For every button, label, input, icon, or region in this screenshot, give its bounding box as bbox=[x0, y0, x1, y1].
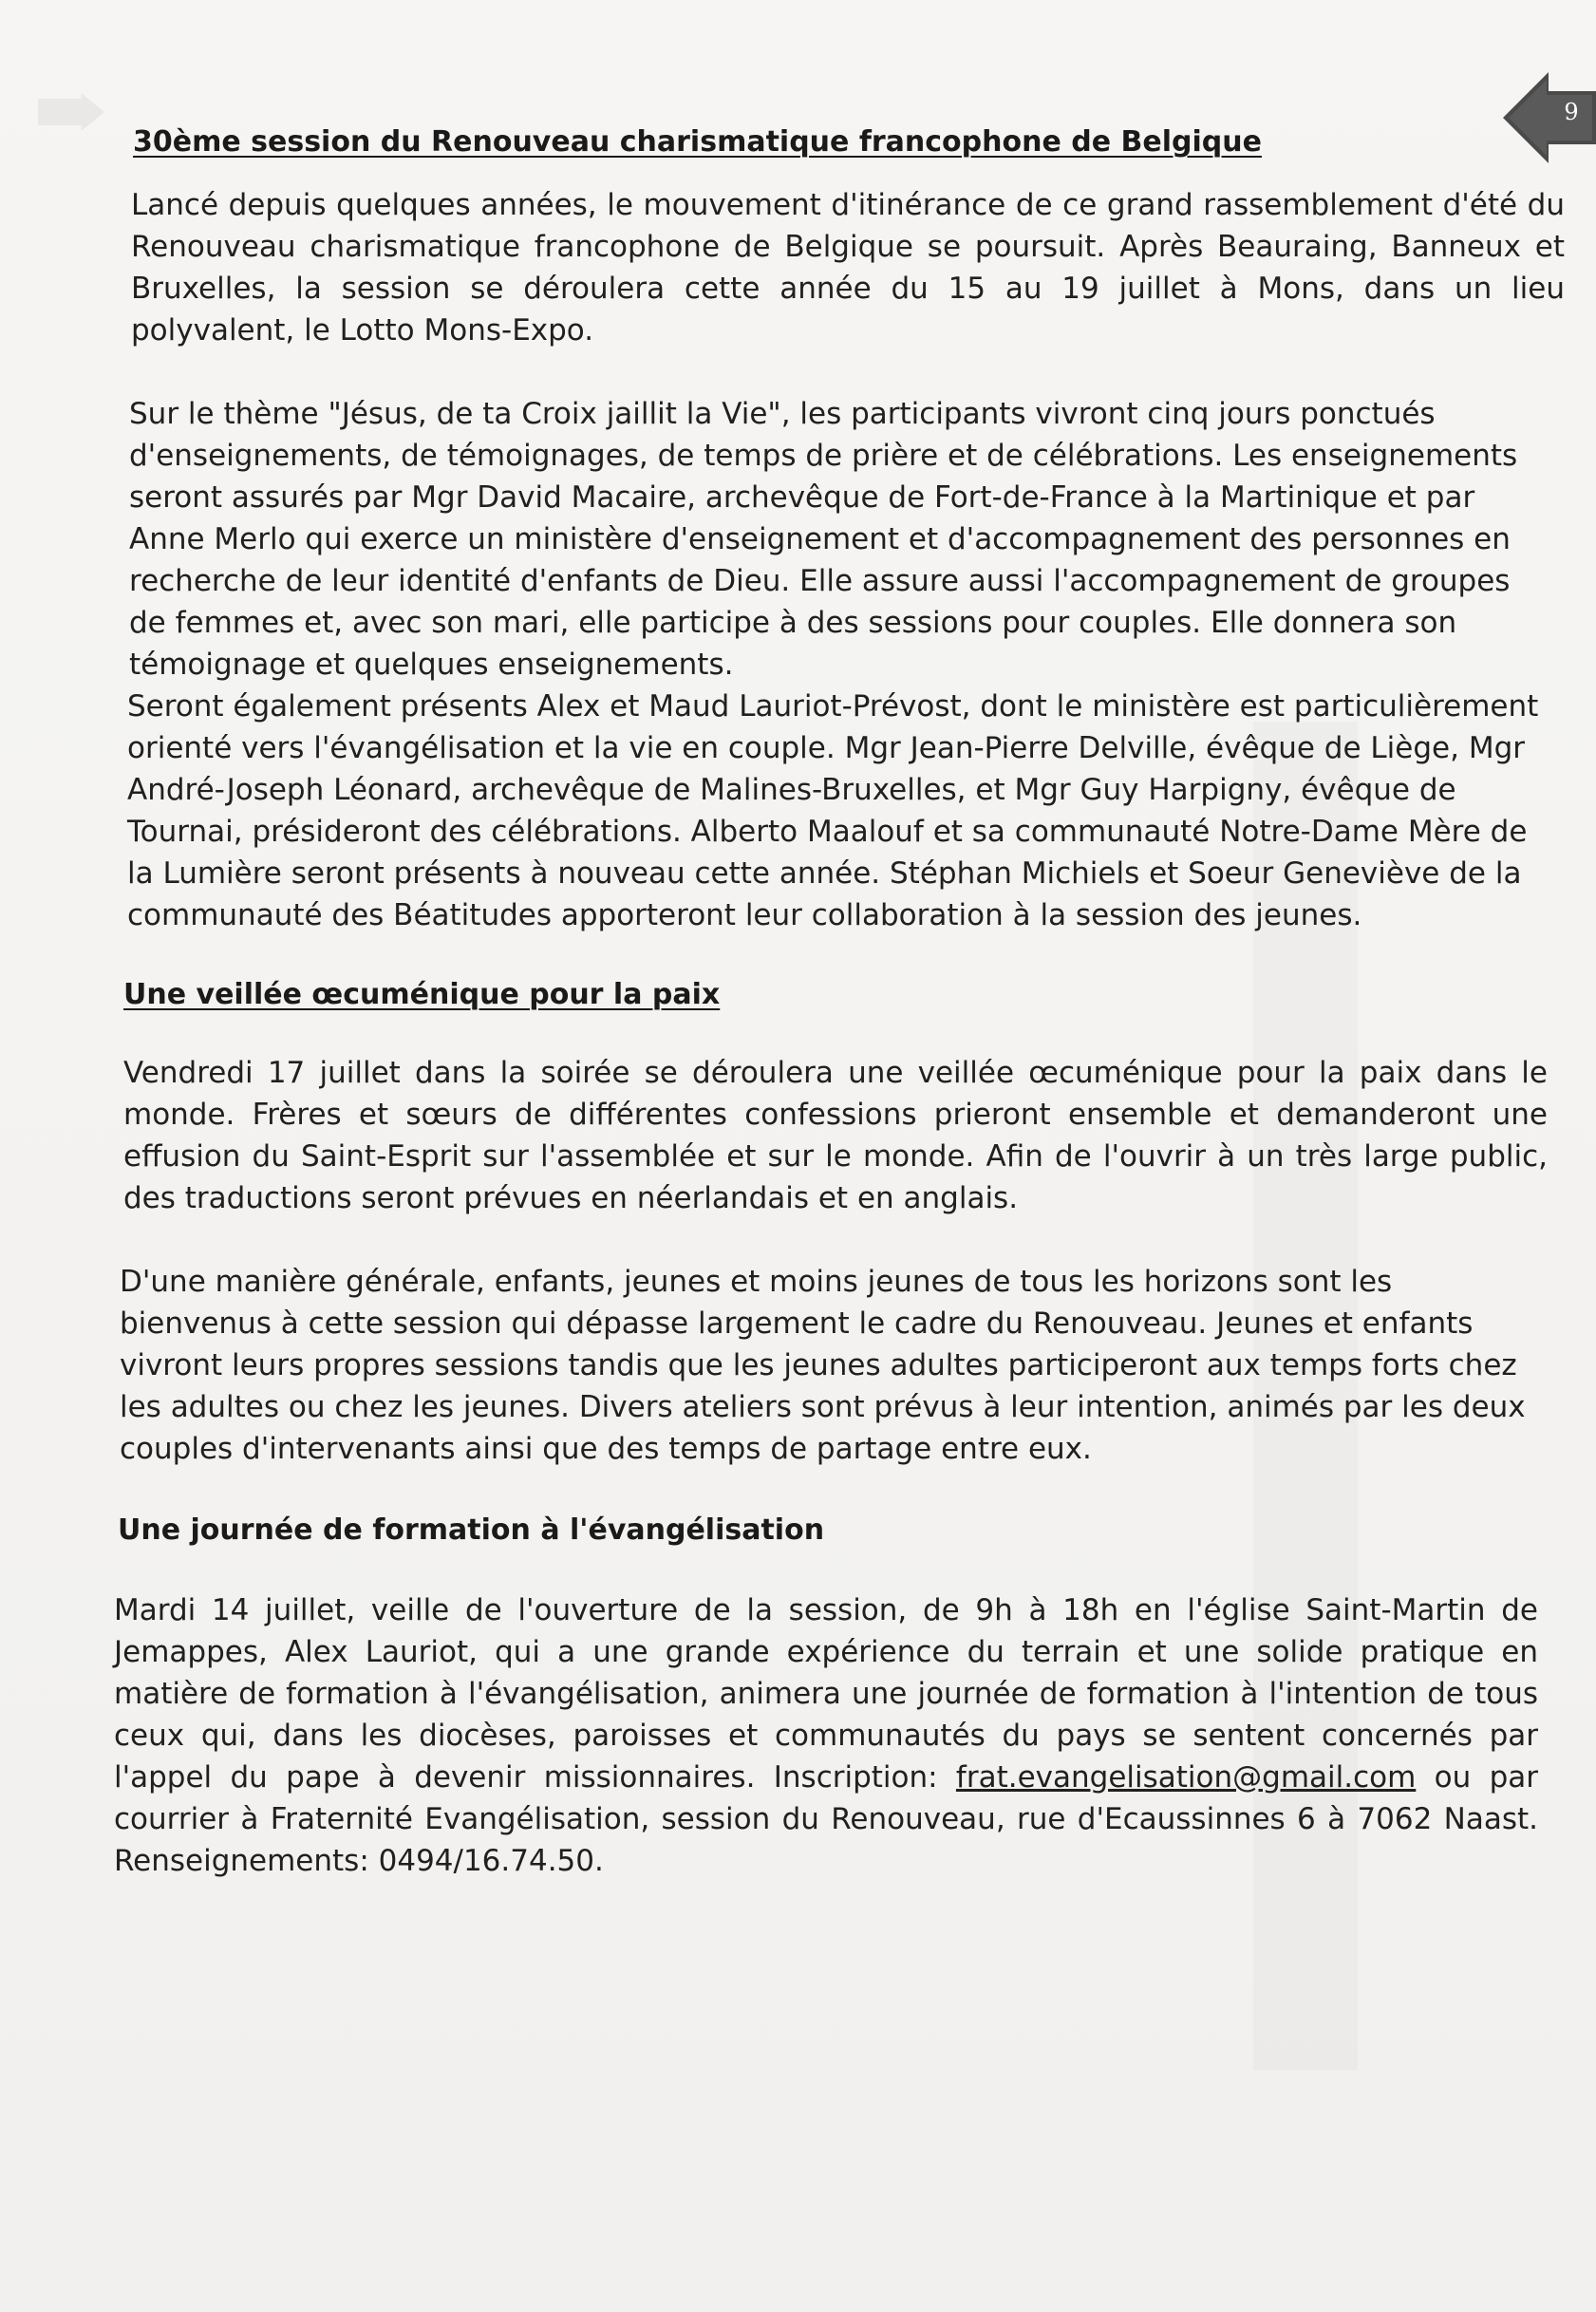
paragraph-theme: Sur le thème "Jésus, de ta Croix jaillit la Vie", les participants vivront cinq jours ponctués d'enseignements, de témoignages, de temps de prière et de célébrations. Les enseignements seront assurés par Mgr David Macaire, archevêque de Fort-de-France à la Martinique et par Anne Merlo qui exerce un ministère d'enseignement et d'accompagnement des personnes en recherche de leur identité d'enfants de Dieu. Elle assure aussi l'accompagnement de groupes de femmes et, avec son mari, elle participe à des sessions pour couples. Elle donnera son témoignage et quelques enseignements. bbox=[129, 397, 1518, 682]
section-title-vigil: Une veillée œcuménique pour la paix bbox=[123, 978, 721, 1011]
email-link[interactable]: frat.evangelisation@gmail.com bbox=[955, 1760, 1417, 1795]
paragraph-guests: Seront également présents Alex et Maud Lauriot-Prévost, dont le ministère est particulièrement orienté vers l'évangélisation et la vie en couple. Mgr Jean-Pierre Delville, évêque de Liège, Mgr André-Joseph Léonard, archevêque de Malines-Bruxelles, et Mgr Guy Harpigny, évêque de Tournai, présideront des célébrations. Alberto Maalouf et sa communauté Notre-Dame Mère de la Lumière seront présents à nouveau cette année. Stéphan Michiels et Soeur Geneviève de la communauté des Béatitudes apporteront leur collaboration à la session des jeunes. bbox=[127, 689, 1539, 932]
article bbox=[114, 122, 1565, 1882]
section-title-training: Une journée de formation à l'évangélisation bbox=[118, 1513, 825, 1547]
bleed-through-arrow bbox=[38, 93, 104, 131]
paragraph-vigil: Vendredi 17 juillet dans la soirée se déroulera une veillée œcuménique pour la paix dans le monde. Frères et sœurs de différentes confessions prieront ensemble et demanderont une effusion du Saint-Esprit sur l'assemblée et sur le monde. Afin de l'ouvrir à un très large public, des traductions seront prévues en néerlandais et en anglais. bbox=[123, 1056, 1548, 1215]
page-number: 9 bbox=[1564, 99, 1579, 125]
training-text-end: ou par courrier à Fraternité Evangélisation, session du Renouveau, rue d'Ecaussinnes 6 à 7062 Naast. Renseignements: 0494/16.74.50. bbox=[114, 1760, 1538, 1878]
paragraph-audience: D'une manière générale, enfants, jeunes et moins jeunes de tous les horizons sont les bienvenus à cette session qui dépasse largement le cadre du Renouveau. Jeunes et enfants vivront leurs propres sessions tandis que les jeunes adultes participeront aux temps forts chez les adultes ou chez les jeunes. Divers ateliers sont prévus à leur intention, animés par les deux couples d'intervenants ainsi que des temps de partage entre eux. bbox=[120, 1265, 1526, 1466]
paragraph-training bbox=[114, 1589, 1538, 1882]
section-title-session: 30ème session du Renouveau charismatique francophone de Belgique bbox=[133, 125, 1262, 159]
training-text-start: Mardi 14 juillet, veille de l'ouverture de la session, de 9h à 18h en l'église Saint-Martin de Jemappes, Alex Lauriot, qui a une grande expérience du terrain et une solide pratique en matière de formation à l'évangélisation, animera une journée de formation à l'intention de tous ceux qui, dans les diocèses, paroisses et communautés du pays se sentent concernés par l'appel du pape à devenir missionnaires. Inscription: bbox=[114, 1593, 1538, 1795]
paragraph-intro: Lancé depuis quelques années, le mouvement d'itinérance de ce grand rassemblement d'été du Renouveau charismatique francophone de Belgique se poursuit. Après Beauraing, Banneux et Bruxelles, la session se déroulera cette année du 15 au 19 juillet à Mons, dans un lieu polyvalent, le Lotto Mons-Expo. bbox=[131, 188, 1565, 348]
